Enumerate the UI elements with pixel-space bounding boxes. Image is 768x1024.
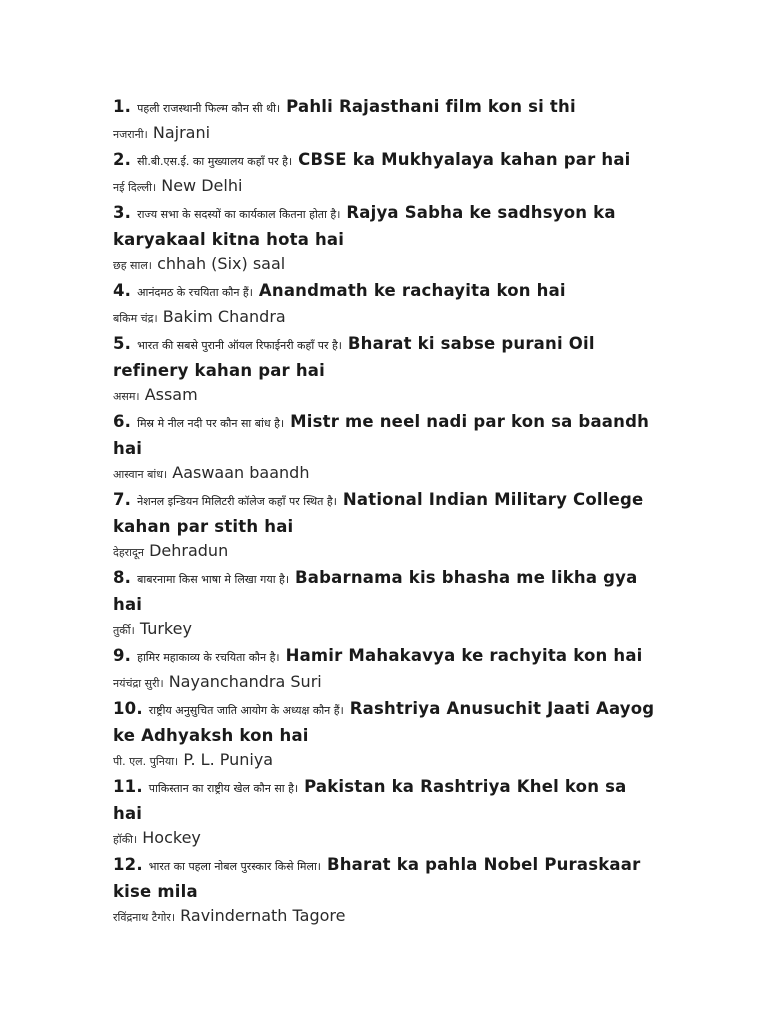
qa-item-2 xyxy=(113,147,658,200)
question xyxy=(113,200,658,252)
question-number: 4. xyxy=(113,281,132,300)
answer-english: Hockey xyxy=(142,828,201,847)
answer-english: Turkey xyxy=(139,619,192,638)
answer xyxy=(113,383,658,409)
answer-hindi: छह साल। xyxy=(113,259,152,272)
qa-item-11 xyxy=(113,774,658,852)
answer xyxy=(113,904,658,930)
answer-english: Bakim Chandra xyxy=(162,307,286,326)
answer xyxy=(113,174,658,200)
question xyxy=(113,487,658,539)
question-number: 5. xyxy=(113,334,132,353)
answer-hindi: तुर्की। xyxy=(113,624,135,637)
question-english: Babarnama kis bhasha me likha gya hai xyxy=(113,568,638,614)
qa-document xyxy=(113,94,658,930)
question-english: Pakistan ka Rashtriya Khel kon sa hai xyxy=(113,777,627,823)
question-number: 6. xyxy=(113,412,132,431)
qa-item-5 xyxy=(113,331,658,409)
question-number: 8. xyxy=(113,568,132,587)
answer xyxy=(113,305,658,331)
answer-hindi: पी. एल. पुनिया। xyxy=(113,755,179,768)
question-hindi: आनंदमठ के रचयिता कौन हैं। xyxy=(137,286,253,299)
qa-item-8 xyxy=(113,565,658,643)
question xyxy=(113,643,658,670)
question-english: Pahli Rajasthani film kon si thi xyxy=(286,97,576,116)
qa-item-9 xyxy=(113,643,658,696)
question-hindi: राज्य सभा के सदस्यों का कार्यकाल कितना होता है। xyxy=(137,208,341,221)
question xyxy=(113,94,658,121)
question-hindi: राष्ट्रीय अनुसुचित जाति आयोग के अध्यक्ष कौन हैं। xyxy=(148,704,344,717)
question-english: Bharat ki sabse purani Oil refinery kahan par hai xyxy=(113,334,595,380)
question-english: Anandmath ke rachayita kon hai xyxy=(258,281,566,300)
qa-item-6 xyxy=(113,409,658,487)
question-english: Rajya Sabha ke sadhsyon ka karyakaal kitna hota hai xyxy=(113,203,616,249)
answer xyxy=(113,670,658,696)
question xyxy=(113,774,658,826)
answer-english: P. L. Puniya xyxy=(183,750,274,769)
answer-hindi: असम। xyxy=(113,390,140,403)
answer-english: Dehradun xyxy=(149,541,229,560)
question xyxy=(113,696,658,748)
question xyxy=(113,852,658,904)
question-number: 7. xyxy=(113,490,132,509)
question xyxy=(113,147,658,174)
answer xyxy=(113,252,658,278)
qa-item-12 xyxy=(113,852,658,930)
answer-english: Aaswaan baandh xyxy=(172,463,310,482)
question-number: 12. xyxy=(113,855,143,874)
answer-hindi: बकिम चंद्र। xyxy=(113,312,158,325)
answer xyxy=(113,617,658,643)
question-english: Hamir Mahakavya ke rachyita kon hai xyxy=(285,646,643,665)
answer xyxy=(113,461,658,487)
question-hindi: सी.बी.एस.ई. का मुख्यालय कहाँ पर है। xyxy=(137,155,293,168)
question-english: National Indian Military College kahan par stith hai xyxy=(113,490,644,536)
question xyxy=(113,409,658,461)
question-hindi: पाकिस्तान का राष्ट्रीय खेल कौन सा है। xyxy=(148,782,299,795)
question xyxy=(113,565,658,617)
question-number: 2. xyxy=(113,150,132,169)
answer xyxy=(113,539,658,565)
answer-hindi: नई दिल्ली। xyxy=(113,181,157,194)
question-english: Bharat ka pahla Nobel Puraskaar kise mila xyxy=(113,855,641,901)
qa-item-3 xyxy=(113,200,658,278)
answer-hindi: रविंद्रनाथ टैगोर। xyxy=(113,911,176,924)
question-english: Rashtriya Anusuchit Jaati Aayog ke Adhyaksh kon hai xyxy=(113,699,655,745)
answer-english: Assam xyxy=(144,385,198,404)
question-hindi: हामिर महाकाव्य के रचयिता कौन है। xyxy=(137,651,280,664)
answer-english: Nayanchandra Suri xyxy=(168,672,322,691)
answer-english: New Delhi xyxy=(161,176,243,195)
answer-hindi: हॉकी। xyxy=(113,833,138,846)
answer-english: Ravindernath Tagore xyxy=(180,906,346,925)
question-hindi: नेशनल इन्डियन मिलिटरी कॉलेज कहाँ पर स्थित है। xyxy=(137,495,337,508)
answer-hindi: नजरानी। xyxy=(113,128,148,141)
question-number: 3. xyxy=(113,203,132,222)
qa-item-7 xyxy=(113,487,658,565)
question-number: 11. xyxy=(113,777,143,796)
question-number: 9. xyxy=(113,646,132,665)
question-english: Mistr me neel nadi par kon sa baandh hai xyxy=(113,412,650,458)
question-hindi: बाबरनामा किस भाषा मे लिखा गया है। xyxy=(137,573,290,586)
answer-hindi: देहरादून xyxy=(113,546,144,559)
answer-hindi: नयंचंद्रा सुरी। xyxy=(113,677,164,690)
question xyxy=(113,278,658,305)
question-hindi: मिस्र मे नील नदी पर कौन सा बांध है। xyxy=(137,417,285,430)
question-hindi: भारत की सबसे पुरानी ऑयल रिफाईनरी कहाँ पर है। xyxy=(137,339,342,352)
question-hindi: पहली राजस्थानी फिल्म कौन सी थी। xyxy=(137,102,281,115)
question-english: CBSE ka Mukhyalaya kahan par hai xyxy=(298,150,631,169)
qa-item-10 xyxy=(113,696,658,774)
answer-hindi: आस्वान बांध। xyxy=(113,468,168,481)
question-number: 1. xyxy=(113,97,132,116)
answer xyxy=(113,826,658,852)
answer-english: chhah (Six) saal xyxy=(157,254,286,273)
answer xyxy=(113,121,658,147)
qa-item-4 xyxy=(113,278,658,331)
question-number: 10. xyxy=(113,699,143,718)
answer-english: Najrani xyxy=(152,123,211,142)
qa-item-1 xyxy=(113,94,658,147)
question-hindi: भारत का पहला नोबल पुरस्कार किसे मिला। xyxy=(148,860,321,873)
question xyxy=(113,331,658,383)
answer xyxy=(113,748,658,774)
